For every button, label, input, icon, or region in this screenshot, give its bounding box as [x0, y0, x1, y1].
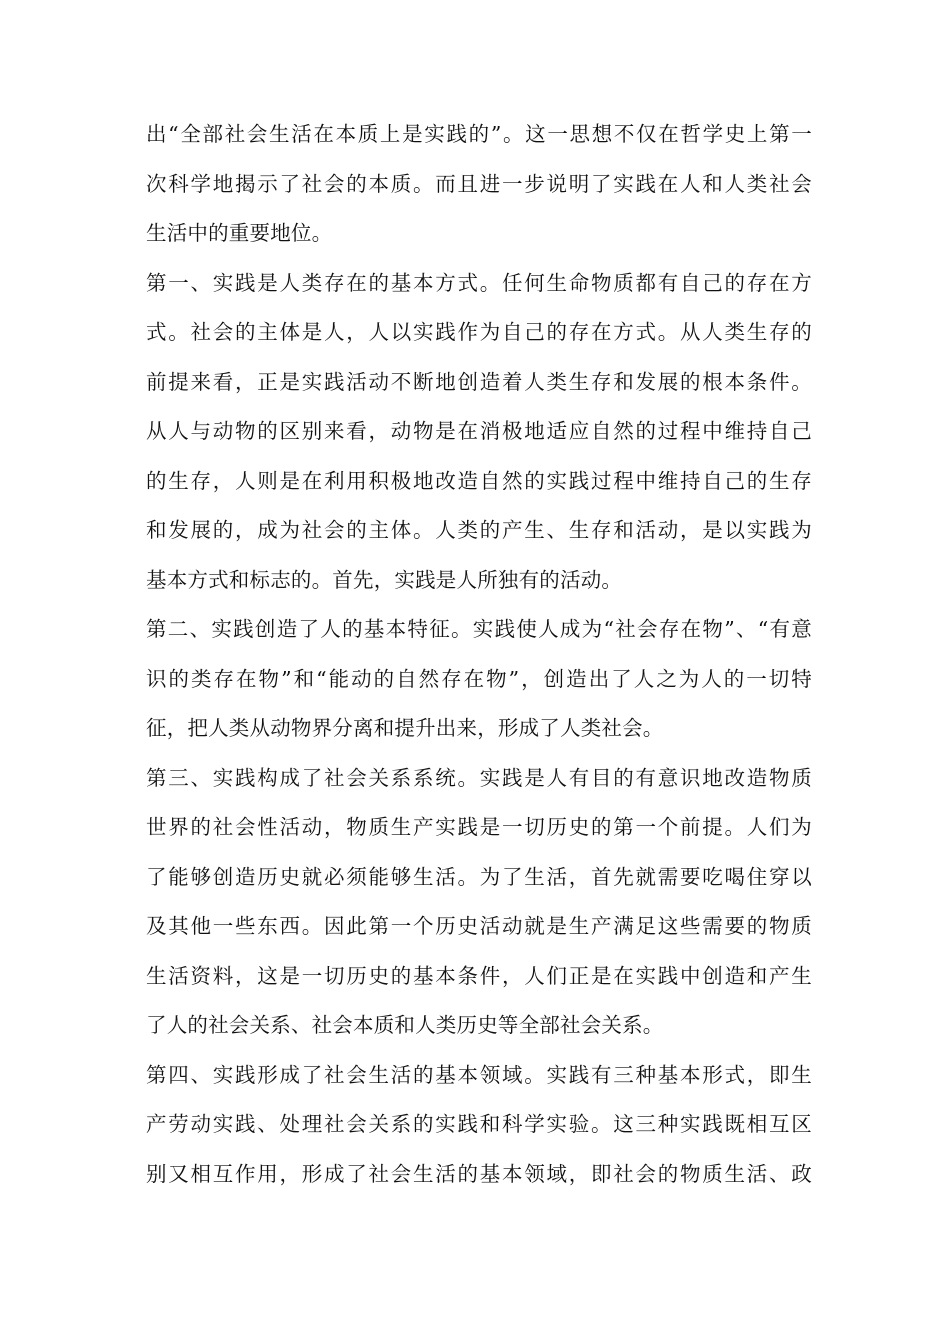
text-line: 前提来看，正是实践活动不断地创造着人类生存和发展的根本条件。 [146, 369, 812, 394]
text-line: 和发展的，成为社会的主体。人类的产生、生存和活动，是以实践为 [146, 518, 812, 542]
text-line: 第四、实践形成了社会生活的基本领域。实践有三种基本形式，即生 [146, 1062, 812, 1087]
text-line: 了能够创造历史就必须能够生活。为了生活，首先就需要吃喝住穿以 [146, 864, 812, 889]
text-line: 别又相互作用，形成了社会生活的基本领域，即社会的物质生活、政 [146, 1161, 812, 1186]
text-line: 产劳动实践、处理社会关系的实践和科学实验。这三种实践既相互区 [146, 1112, 812, 1136]
text-line: 第三、实践构成了社会关系系统。实践是人有目的有意识地改造物质 [146, 765, 812, 790]
text-line: 及其他一些东西。因此第一个历史活动就是生产满足这些需要的物质 [146, 914, 812, 938]
text-line: 世界的社会性活动，物质生产实践是一切历史的第一个前提。人们为 [146, 815, 812, 839]
text-line: 征，把人类从动物界分离和提升出来，形成了人类社会。 [146, 716, 664, 740]
text-line: 式。社会的主体是人，人以实践作为自己的存在方式。从人类生存的 [146, 320, 812, 344]
text-line: 识的类存在物”和“能动的自然存在物”，创造出了人之为人的一切特 [146, 666, 812, 691]
text-line: 了人的社会关系、社会本质和人类历史等全部社会关系。 [146, 1013, 664, 1037]
text-line: 出“全部社会生活在本质上是实践的”。这一思想不仅在哲学史上第一 [146, 122, 812, 146]
text-line: 从人与动物的区别来看，动物是在消极地适应自然的过程中维持自己 [146, 419, 812, 443]
text-line: 第一、实践是人类存在的基本方式。任何生命物质都有自己的存在方 [146, 270, 812, 295]
text-line: 生活资料，这是一切历史的基本条件，人们正是在实践中创造和产生 [146, 963, 812, 988]
text-line: 次科学地揭示了社会的本质。而且进一步说明了实践在人和人类社会 [146, 171, 812, 196]
document-body [146, 110, 812, 1199]
text-line: 的生存，人则是在利用积极地改造自然的实践过程中维持自己的生存 [146, 468, 812, 493]
text-line: 基本方式和标志的。首先，实践是人所独有的活动。 [146, 567, 623, 592]
text-line: 生活中的重要地位。 [146, 221, 333, 245]
text-line: 第二、实践创造了人的基本特征。实践使人成为“社会存在物”、“有意 [146, 617, 812, 641]
